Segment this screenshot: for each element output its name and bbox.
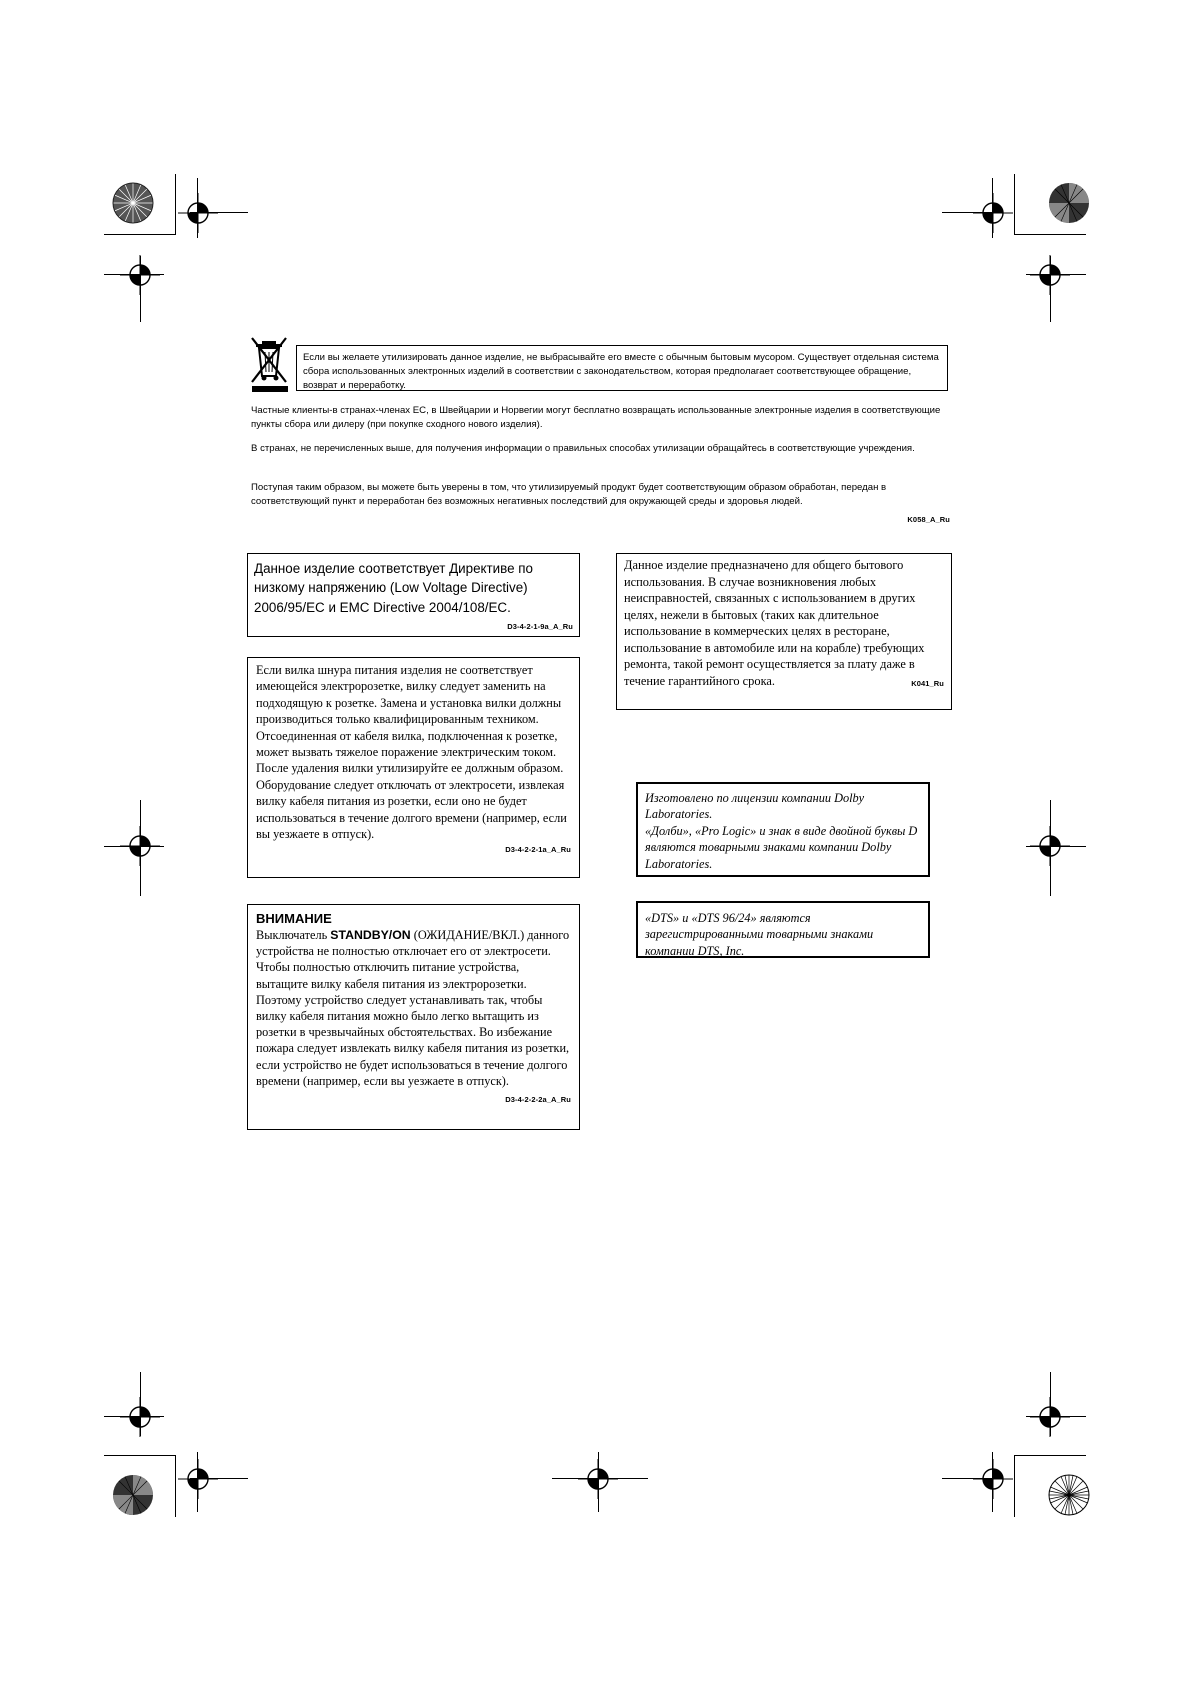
- standby-on-label: STANDBY/ON: [330, 928, 411, 942]
- print-density-wheel-icon: [108, 1470, 158, 1520]
- power-plug-text: Если вилка шнура питания изделия не соответствует имеющейся электророзетке, вилку следует заменить на подходящую к розетке. Замена и установка вилки должны производиться только квалифицированным техником. Отсоединенная от кабеля вилка, подключенная к розетке, может вызвать тяжелое поражение электрическим током. После удаления вилки утилизируйте ее должным образом. Оборудование следует отключать от электросети, извлекая вилку кабеля питания из розетки, если оно не будет использоваться в течение долгого времени (например, если вы уезжаете в отпуск).: [256, 663, 567, 842]
- power-plug-box: [247, 657, 580, 878]
- document-code: D3-4-2-1-9a_A_Ru: [507, 622, 573, 632]
- dts-trademark-box: [636, 901, 930, 958]
- low-voltage-directive-box: [247, 553, 580, 637]
- registration-target-icon: [1030, 255, 1070, 295]
- registration-target-icon: [973, 193, 1013, 233]
- document-code: D3-4-2-2-1a_A_Ru: [505, 845, 571, 855]
- crop-mark: [104, 1455, 176, 1456]
- weee-paragraph: Частные клиенты-в странах-членах ЕС, в Швейцарии и Норвегии могут бесплатно возвращать использованные электронные изделия в соответствующие пункты сбора или дилеру (при покупке сходного нового изделия).: [251, 405, 941, 430]
- crop-mark: [1014, 174, 1015, 234]
- crop-mark: [1014, 234, 1086, 235]
- crop-mark: [1014, 1455, 1086, 1456]
- caution-box: [247, 904, 580, 1130]
- document-code: D3-4-2-2-2a_A_Ru: [505, 1095, 571, 1105]
- weee-notice-text: Если вы желаете утилизировать данное изделие, не выбрасывайте его вместе с обычным бытовым мусором. Существует отдельная система сбора использованных электронных изделий в соответствии с законодательством, которая предполагает соответствующее обращение, возврат и переработку.: [303, 352, 939, 391]
- dolby-license-text: Изготовлено по лицензии компании Dolby Laboratories.: [645, 791, 865, 822]
- registration-target-icon: [120, 826, 160, 866]
- crop-mark: [104, 234, 176, 235]
- registration-target-icon: [973, 1459, 1013, 1499]
- crop-mark: [175, 1455, 176, 1517]
- household-use-text: Данное изделие предназначено для общего бытового использования. В случае возникновения любых неисправностей, связанных с использованием в других целях, нежели в бытовых (таких как длительное использование в коммерческих целях в ресторане, использование в автомобиле или на корабле) требующих ремонта, такой ремонт осуществляется за плату даже в течение гарантийного срока.: [624, 558, 925, 688]
- registration-target-icon: [120, 1397, 160, 1437]
- registration-target-icon: [1030, 826, 1070, 866]
- crossed-out-wheelie-bin-icon: [250, 336, 292, 394]
- weee-paragraph: В странах, не перечисленных выше, для получения информации о правильных способах утилизации обращайтесь в соответствующие учреждения.: [251, 443, 915, 454]
- crop-mark: [1014, 1455, 1015, 1517]
- print-density-wheel-icon: [1044, 1470, 1094, 1520]
- registration-target-icon: [178, 1459, 218, 1499]
- registration-target-icon: [178, 193, 218, 233]
- document-code: K058_A_Ru: [907, 515, 950, 524]
- caution-heading: ВНИМАНИЕ: [256, 911, 332, 926]
- household-use-box: [616, 553, 952, 710]
- registration-target-icon: [578, 1459, 618, 1499]
- dts-trademark-text: «DTS» и «DTS 96/24» являются зарегистрированными товарными знаками компании DTS, Inc.: [645, 911, 874, 958]
- caution-text-prefix: Выключатель: [256, 928, 331, 942]
- dolby-trademark-box: [636, 782, 930, 877]
- caution-text-body: (ОЖИДАНИЕ/ВКЛ.) данного устройства не полностью отключает его от электросети. Чтобы полностью отключить питание устройства, вытащите вилку кабеля питания из электророзетки. Поэтому устройство следует устанавливать так, чтобы вилку кабеля питания можно было легко вытащить из розетки в чрезвычайных обстоятельствах. Во избежание пожара следует извлекать вилку кабеля питания из розетки, если устройство не будет использоваться в течение долгого времени (например, если вы уезжаете в отпуск).: [256, 928, 570, 1088]
- registration-target-icon: [120, 255, 160, 295]
- weee-paragraph: Поступая таким образом, вы можете быть уверены в том, что утилизируемый продукт будет соответствующим образом обработан, передан в соответствующий пункт и переработан без возможных негативных последствий для окружающей среды и здоровья людей.: [251, 482, 887, 507]
- registration-target-icon: [1030, 1397, 1070, 1437]
- print-density-wheel-icon: [1044, 178, 1094, 228]
- crop-mark: [175, 174, 176, 234]
- low-voltage-text: Данное изделие соответствует Директиве по низкому напряжению (Low Voltage Directive) 2006/95/EC и EMC Directive 2004/108/EC.: [254, 561, 533, 615]
- print-density-wheel-icon: [108, 178, 158, 228]
- weee-notice-box: [296, 345, 948, 391]
- document-code: K041_Ru: [911, 678, 944, 688]
- dolby-trademark-text: «Долби», «Pro Logic» и знак в виде двойной буквы D являются товарными знаками компании Dolby Laboratories.: [645, 823, 918, 871]
